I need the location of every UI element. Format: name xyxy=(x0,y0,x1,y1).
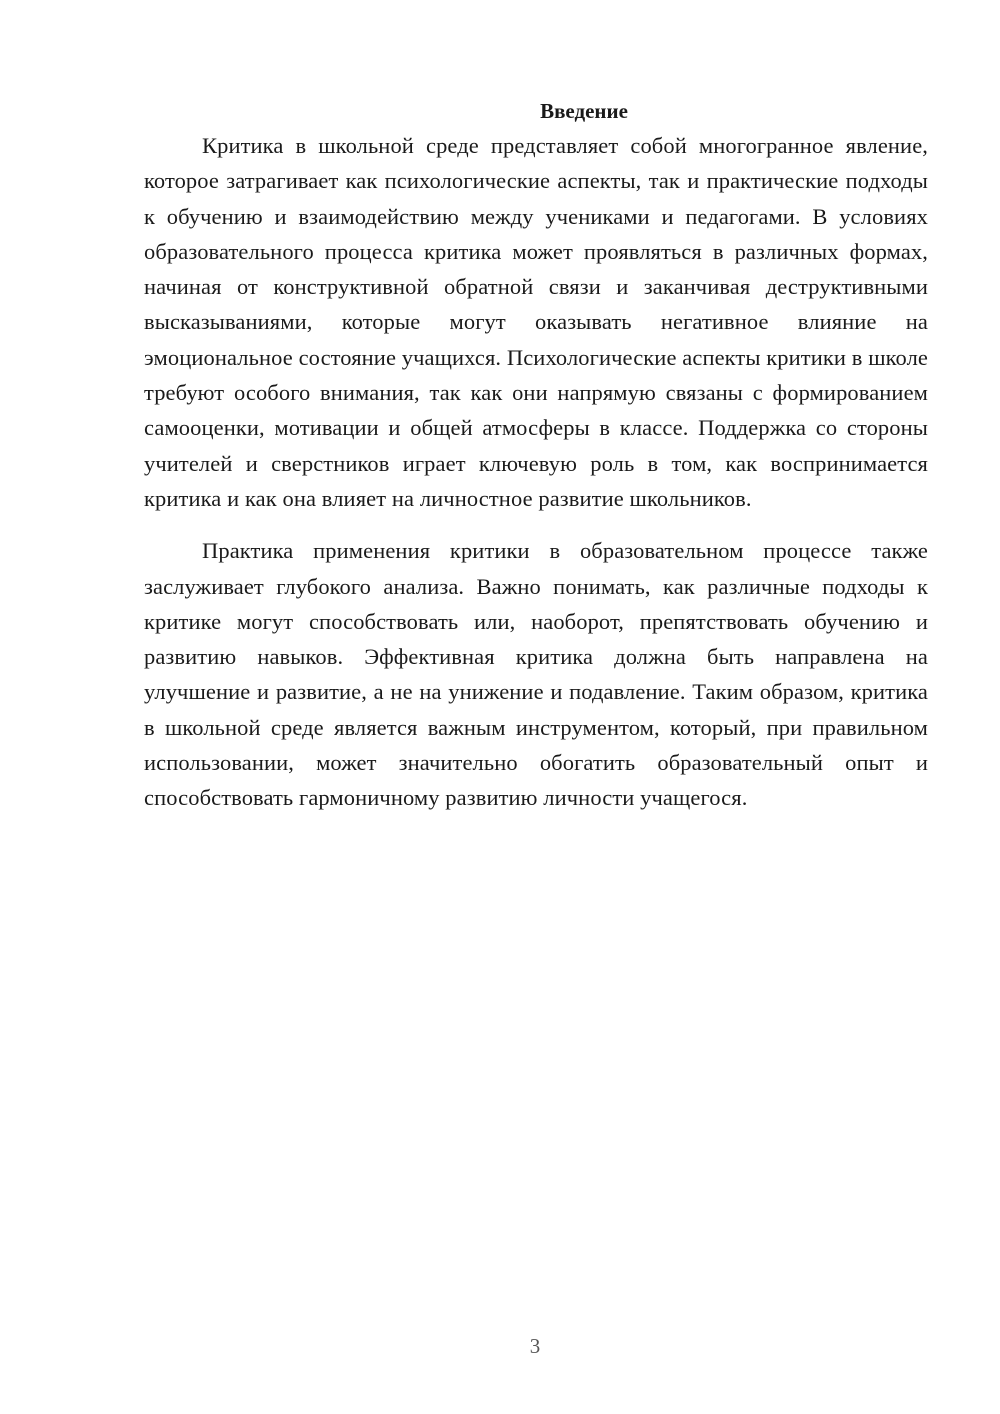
paragraph-2: Практика применения критики в образовательном процессе также заслуживает глубокого анализа. Важно понимать, как различные подходы к критике могут способствовать или, наоборот, препятствовать обучению и развитию навыков. Эффективная критика должна быть направлена на улучшение и развитие, а не на унижение и подавление. Таким образом, критика в школьной среде является важным инструментом, который, при правильном использовании, может значительно обогатить образовательный опыт и способствовать гармоничному развитию личности учащегося. xyxy=(144,538,928,811)
section-heading: Введение xyxy=(540,99,628,123)
page-number: 3 xyxy=(529,1334,541,1358)
page-content xyxy=(144,94,928,816)
paragraph-1: Критика в школьной среде представляет собой многогранное явление, которое затрагивает как психологические аспекты, так и практические подходы к обучению и взаимодействию между учениками и педагогами. В условиях образовательного процесса критика может проявляться в различных формах, начиная от конструктивной обратной связи и заканчивая деструктивными высказываниями, которые могут оказывать негативное влияние на эмоциональное состояние учащихся. Психологические аспекты критики в школе требуют особого внимания, так как они напрямую связаны с формированием самооценки, мотивации и общей атмосферы в классе. Поддержка со стороны учителей и сверстников играет ключевую роль в том, как воспринимается критика и как она влияет на личностное развитие школьников. xyxy=(144,133,928,511)
